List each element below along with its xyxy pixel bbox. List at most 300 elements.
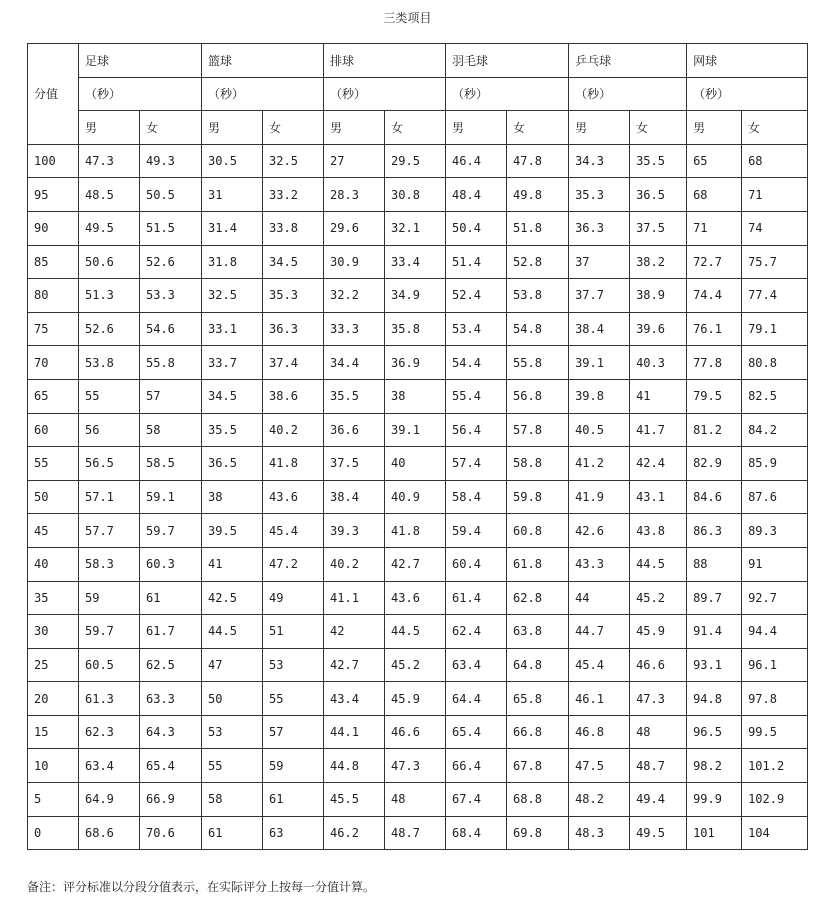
time-cell: 61 [263,783,324,817]
time-cell: 57.4 [446,447,507,481]
time-cell: 57 [263,715,324,749]
sport-header: 排球 [324,44,446,78]
time-cell: 36.9 [385,346,446,380]
unit-header: （秒） [569,77,687,111]
time-cell: 67.8 [507,749,569,783]
table-row [28,379,808,413]
time-cell: 42.5 [202,581,263,615]
score-cell: 30 [28,615,79,649]
time-cell: 34.5 [263,245,324,279]
time-cell: 49.8 [507,178,569,212]
time-cell: 91.4 [687,615,742,649]
score-table-body [28,44,808,850]
time-cell: 42.6 [569,514,630,548]
time-cell: 54.6 [140,312,202,346]
table-row [28,648,808,682]
time-cell: 49.4 [630,783,687,817]
time-cell: 59.4 [446,514,507,548]
time-cell: 58.4 [446,480,507,514]
time-cell: 91 [742,547,808,581]
time-cell: 39.1 [569,346,630,380]
time-cell: 45.9 [630,615,687,649]
time-cell: 104 [742,816,808,850]
time-cell: 79.1 [742,312,808,346]
time-cell: 53 [202,715,263,749]
time-cell: 97.8 [742,682,808,716]
time-cell: 33.2 [263,178,324,212]
time-cell: 60.5 [79,648,140,682]
score-column-header: 分值 [28,44,79,145]
time-cell: 48 [630,715,687,749]
time-cell: 27 [324,144,385,178]
time-cell: 45.5 [324,783,385,817]
time-cell: 44 [569,581,630,615]
time-cell: 39.3 [324,514,385,548]
time-cell: 32.5 [202,279,263,313]
time-cell: 65 [687,144,742,178]
time-cell: 40.2 [263,413,324,447]
header-row-units [28,77,808,111]
time-cell: 39.8 [569,379,630,413]
time-cell: 52.6 [79,312,140,346]
time-cell: 32.1 [385,211,446,245]
time-cell: 58.3 [79,547,140,581]
female-header: 女 [385,111,446,145]
score-cell: 40 [28,547,79,581]
time-cell: 66.9 [140,783,202,817]
time-cell: 60.3 [140,547,202,581]
time-cell: 40.3 [630,346,687,380]
time-cell: 41.7 [630,413,687,447]
time-cell: 53.8 [79,346,140,380]
time-cell: 58.5 [140,447,202,481]
time-cell: 59.1 [140,480,202,514]
time-cell: 55.4 [446,379,507,413]
time-cell: 44.5 [630,547,687,581]
score-cell: 10 [28,749,79,783]
header-row-gender [28,111,808,145]
table-row [28,245,808,279]
time-cell: 96.1 [742,648,808,682]
time-cell: 43.4 [324,682,385,716]
time-cell: 46.6 [630,648,687,682]
time-cell: 63.3 [140,682,202,716]
score-cell: 50 [28,480,79,514]
time-cell: 55.8 [507,346,569,380]
time-cell: 62.5 [140,648,202,682]
time-cell: 45.4 [263,514,324,548]
time-cell: 59.8 [507,480,569,514]
time-cell: 48.7 [630,749,687,783]
time-cell: 44.5 [385,615,446,649]
score-cell: 20 [28,682,79,716]
unit-header: （秒） [446,77,569,111]
score-cell: 45 [28,514,79,548]
time-cell: 76.1 [687,312,742,346]
time-cell: 71 [742,178,808,212]
table-row [28,749,808,783]
time-cell: 99.5 [742,715,808,749]
time-cell: 45.2 [630,581,687,615]
table-row [28,144,808,178]
table-row [28,480,808,514]
footnote: 备注：评分标准以分段分值表示，在实际评分上按每一分值计算。 [27,880,376,894]
time-cell: 74.4 [687,279,742,313]
time-cell: 102.9 [742,783,808,817]
time-cell: 46.6 [385,715,446,749]
time-cell: 40.5 [569,413,630,447]
score-cell: 55 [28,447,79,481]
time-cell: 31 [202,178,263,212]
time-cell: 35.8 [385,312,446,346]
time-cell: 60.4 [446,547,507,581]
time-cell: 36.5 [630,178,687,212]
time-cell: 42.4 [630,447,687,481]
time-cell: 81.2 [687,413,742,447]
time-cell: 41.8 [263,447,324,481]
time-cell: 51.8 [507,211,569,245]
time-cell: 59 [263,749,324,783]
time-cell: 61.8 [507,547,569,581]
time-cell: 65.4 [140,749,202,783]
time-cell: 54.8 [507,312,569,346]
time-cell: 43.3 [569,547,630,581]
time-cell: 31.4 [202,211,263,245]
unit-header: （秒） [202,77,324,111]
score-cell: 65 [28,379,79,413]
table-row [28,312,808,346]
time-cell: 55 [79,379,140,413]
male-header: 男 [569,111,630,145]
time-cell: 65.8 [507,682,569,716]
time-cell: 51.4 [446,245,507,279]
table-row [28,581,808,615]
time-cell: 49.5 [79,211,140,245]
time-cell: 36.5 [202,447,263,481]
time-cell: 39.5 [202,514,263,548]
time-cell: 43.1 [630,480,687,514]
time-cell: 35.5 [324,379,385,413]
time-cell: 37.5 [324,447,385,481]
time-cell: 64.9 [79,783,140,817]
time-cell: 36.6 [324,413,385,447]
time-cell: 38.6 [263,379,324,413]
time-cell: 43.6 [385,581,446,615]
time-cell: 60.8 [507,514,569,548]
time-cell: 48 [385,783,446,817]
time-cell: 101.2 [742,749,808,783]
female-header: 女 [507,111,569,145]
score-cell: 75 [28,312,79,346]
time-cell: 63 [263,816,324,850]
time-cell: 51 [263,615,324,649]
time-cell: 45.9 [385,682,446,716]
time-cell: 40.9 [385,480,446,514]
time-cell: 85.9 [742,447,808,481]
time-cell: 61.7 [140,615,202,649]
time-cell: 55 [202,749,263,783]
score-cell: 5 [28,783,79,817]
male-header: 男 [446,111,507,145]
time-cell: 36.3 [569,211,630,245]
time-cell: 57 [140,379,202,413]
time-cell: 56.8 [507,379,569,413]
time-cell: 33.8 [263,211,324,245]
time-cell: 84.2 [742,413,808,447]
time-cell: 44.8 [324,749,385,783]
male-header: 男 [79,111,140,145]
time-cell: 32.5 [263,144,324,178]
time-cell: 37 [569,245,630,279]
time-cell: 63.8 [507,615,569,649]
time-cell: 43.6 [263,480,324,514]
time-cell: 45.2 [385,648,446,682]
time-cell: 94.8 [687,682,742,716]
time-cell: 58.8 [507,447,569,481]
unit-header: （秒） [324,77,446,111]
time-cell: 30.9 [324,245,385,279]
table-row [28,682,808,716]
time-cell: 63.4 [446,648,507,682]
time-cell: 52.4 [446,279,507,313]
score-cell: 15 [28,715,79,749]
time-cell: 44.7 [569,615,630,649]
time-cell: 93.1 [687,648,742,682]
table-row [28,447,808,481]
time-cell: 47.8 [507,144,569,178]
time-cell: 70.6 [140,816,202,850]
time-cell: 77.4 [742,279,808,313]
score-cell: 70 [28,346,79,380]
table-row [28,514,808,548]
time-cell: 56 [79,413,140,447]
table-row [28,279,808,313]
time-cell: 30.5 [202,144,263,178]
time-cell: 75.7 [742,245,808,279]
table-row [28,178,808,212]
time-cell: 89.3 [742,514,808,548]
time-cell: 48.5 [79,178,140,212]
time-cell: 53 [263,648,324,682]
time-cell: 33.4 [385,245,446,279]
score-cell: 90 [28,211,79,245]
time-cell: 62.8 [507,581,569,615]
time-cell: 55 [263,682,324,716]
time-cell: 46.2 [324,816,385,850]
female-header: 女 [263,111,324,145]
time-cell: 63.4 [79,749,140,783]
time-cell: 56.5 [79,447,140,481]
male-header: 男 [202,111,263,145]
time-cell: 35.5 [630,144,687,178]
time-cell: 29.5 [385,144,446,178]
page-title: 三类项目 [383,11,432,25]
time-cell: 57.8 [507,413,569,447]
time-cell: 35.3 [569,178,630,212]
time-cell: 80.8 [742,346,808,380]
time-cell: 68.4 [446,816,507,850]
time-cell: 39.1 [385,413,446,447]
time-cell: 66.8 [507,715,569,749]
time-cell: 42.7 [324,648,385,682]
time-cell: 61 [140,581,202,615]
time-cell: 94.4 [742,615,808,649]
time-cell: 48.3 [569,816,630,850]
time-cell: 48.7 [385,816,446,850]
time-cell: 47.2 [263,547,324,581]
time-cell: 49 [263,581,324,615]
time-cell: 34.9 [385,279,446,313]
table-row [28,346,808,380]
time-cell: 68 [742,144,808,178]
time-cell: 57.7 [79,514,140,548]
time-cell: 57.1 [79,480,140,514]
time-cell: 61.4 [446,581,507,615]
score-cell: 85 [28,245,79,279]
time-cell: 29.6 [324,211,385,245]
time-cell: 49.5 [630,816,687,850]
time-cell: 52.8 [507,245,569,279]
sport-header: 网球 [687,44,808,78]
time-cell: 59 [79,581,140,615]
time-cell: 44.1 [324,715,385,749]
sport-header: 乒乓球 [569,44,687,78]
time-cell: 68.8 [507,783,569,817]
time-cell: 86.3 [687,514,742,548]
female-header: 女 [742,111,808,145]
unit-header: （秒） [79,77,202,111]
sport-header: 足球 [79,44,202,78]
time-cell: 41 [630,379,687,413]
time-cell: 50.4 [446,211,507,245]
time-cell: 34.4 [324,346,385,380]
time-cell: 38 [202,480,263,514]
time-cell: 42 [324,615,385,649]
male-header: 男 [324,111,385,145]
time-cell: 53.3 [140,279,202,313]
time-cell: 99.9 [687,783,742,817]
time-cell: 72.7 [687,245,742,279]
table-row [28,547,808,581]
time-cell: 52.6 [140,245,202,279]
time-cell: 64.3 [140,715,202,749]
time-cell: 41.1 [324,581,385,615]
time-cell: 41.8 [385,514,446,548]
time-cell: 45.4 [569,648,630,682]
time-cell: 66.4 [446,749,507,783]
time-cell: 46.8 [569,715,630,749]
female-header: 女 [630,111,687,145]
time-cell: 61 [202,816,263,850]
time-cell: 37.5 [630,211,687,245]
score-cell: 100 [28,144,79,178]
time-cell: 51.5 [140,211,202,245]
time-cell: 50 [202,682,263,716]
male-header: 男 [687,111,742,145]
time-cell: 68.6 [79,816,140,850]
time-cell: 46.4 [446,144,507,178]
time-cell: 36.3 [263,312,324,346]
time-cell: 41 [202,547,263,581]
time-cell: 38 [385,379,446,413]
time-cell: 34.5 [202,379,263,413]
time-cell: 40 [385,447,446,481]
time-cell: 62.4 [446,615,507,649]
time-cell: 41.2 [569,447,630,481]
time-cell: 38.4 [569,312,630,346]
time-cell: 82.9 [687,447,742,481]
time-cell: 68 [687,178,742,212]
time-cell: 53.4 [446,312,507,346]
time-cell: 46.1 [569,682,630,716]
table-row [28,211,808,245]
time-cell: 30.8 [385,178,446,212]
time-cell: 50.5 [140,178,202,212]
time-cell: 47.3 [630,682,687,716]
time-cell: 37.7 [569,279,630,313]
time-cell: 43.8 [630,514,687,548]
time-cell: 77.8 [687,346,742,380]
time-cell: 82.5 [742,379,808,413]
female-header: 女 [140,111,202,145]
time-cell: 47.3 [385,749,446,783]
time-cell: 58 [202,783,263,817]
time-cell: 58 [140,413,202,447]
time-cell: 61.3 [79,682,140,716]
time-cell: 38.9 [630,279,687,313]
time-cell: 59.7 [79,615,140,649]
time-cell: 28.3 [324,178,385,212]
time-cell: 47.5 [569,749,630,783]
time-cell: 64.8 [507,648,569,682]
time-cell: 39.6 [630,312,687,346]
time-cell: 40.2 [324,547,385,581]
time-cell: 65.4 [446,715,507,749]
table-row [28,715,808,749]
time-cell: 33.3 [324,312,385,346]
time-cell: 47.3 [79,144,140,178]
time-cell: 67.4 [446,783,507,817]
time-cell: 35.5 [202,413,263,447]
score-cell: 95 [28,178,79,212]
sport-header: 羽毛球 [446,44,569,78]
score-cell: 60 [28,413,79,447]
table-row [28,783,808,817]
time-cell: 51.3 [79,279,140,313]
time-cell: 71 [687,211,742,245]
time-cell: 79.5 [687,379,742,413]
score-cell: 35 [28,581,79,615]
time-cell: 56.4 [446,413,507,447]
time-cell: 62.3 [79,715,140,749]
score-table [27,43,808,850]
time-cell: 31.8 [202,245,263,279]
time-cell: 92.7 [742,581,808,615]
time-cell: 84.6 [687,480,742,514]
time-cell: 35.3 [263,279,324,313]
time-cell: 96.5 [687,715,742,749]
time-cell: 64.4 [446,682,507,716]
table-row [28,816,808,850]
time-cell: 49.3 [140,144,202,178]
time-cell: 47 [202,648,263,682]
header-row-sports [28,44,808,78]
time-cell: 69.8 [507,816,569,850]
time-cell: 59.7 [140,514,202,548]
score-cell: 0 [28,816,79,850]
score-cell: 25 [28,648,79,682]
time-cell: 38.2 [630,245,687,279]
